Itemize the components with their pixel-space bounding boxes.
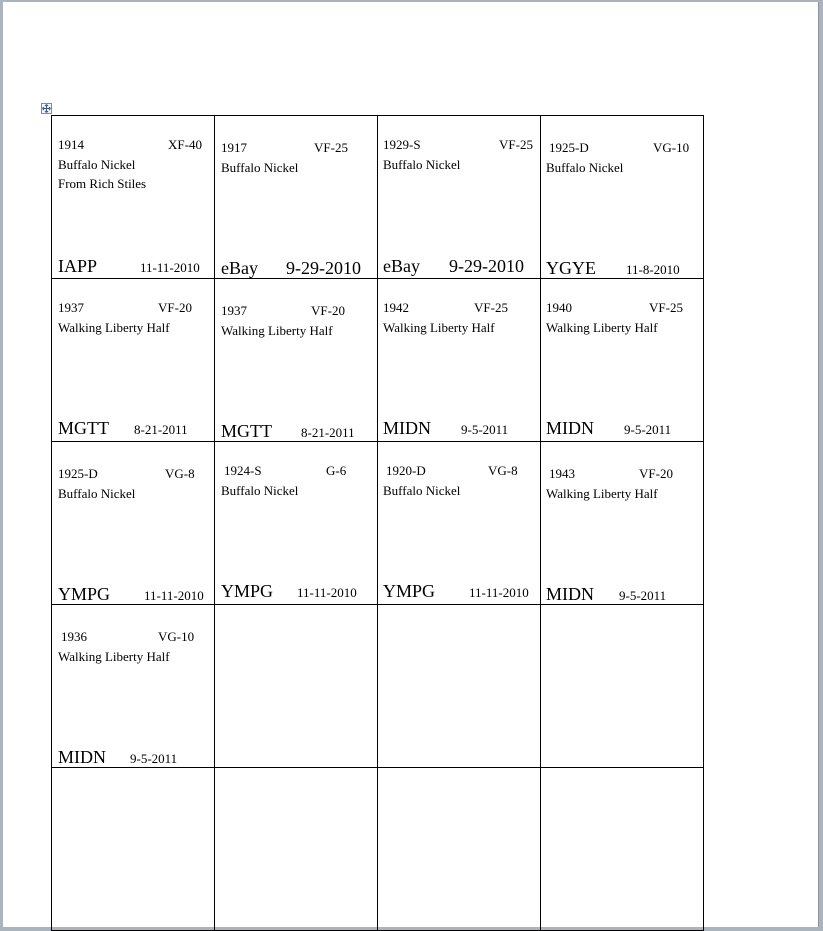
coin-type: Walking Liberty Half [546,486,658,501]
coin-date: 11-11-2010 [297,585,357,600]
coin-label-cell[interactable] [52,116,215,279]
coin-label-cell[interactable] [378,279,541,442]
document-page [3,2,819,927]
coin-type: Walking Liberty Half [546,320,658,335]
table-move-handle-icon[interactable] [41,103,52,114]
coin-date: 9-29-2010 [286,258,361,278]
coin-label-cell[interactable] [541,116,704,279]
coin-type: Walking Liberty Half [58,649,170,664]
coin-date: 11-11-2010 [469,585,529,600]
coin-label-cell[interactable] [52,442,215,605]
coin-type: Walking Liberty Half [221,323,333,338]
coin-grade: VG-10 [158,629,195,644]
empty-label-cell[interactable] [52,768,215,931]
coin-year: 1936 [61,629,87,644]
coin-label-cell[interactable] [378,116,541,279]
coin-year: 1937 [58,300,84,315]
coin-type: Buffalo Nickel [58,157,136,172]
coin-type: Buffalo Nickel [221,160,299,175]
coin-grade: VF-25 [649,300,683,315]
coin-type: Buffalo Nickel [221,483,299,498]
coin-date: 9-5-2011 [461,422,509,437]
coin-year: 1914 [58,137,84,152]
coin-date: 9-5-2011 [130,751,178,766]
coin-date: 11-8-2010 [626,262,680,277]
coin-type: Walking Liberty Half [58,320,170,335]
coin-type: Buffalo Nickel [383,157,461,172]
coin-label-cell[interactable] [215,279,378,442]
coin-year: 1920-D [386,463,426,478]
coin-grade: VG-8 [165,466,195,481]
coin-source: MIDN [58,747,106,767]
empty-label-cell[interactable] [541,768,704,931]
coin-source: IAPP [58,256,98,276]
coin-date: 8-21-2011 [134,422,188,437]
table-row [52,768,704,931]
empty-label-cell[interactable] [215,605,378,768]
table-row [52,116,704,279]
coin-type: Buffalo Nickel [383,483,461,498]
coin-grade: VF-20 [639,466,673,481]
coin-grade: XF-40 [168,137,202,152]
coin-year: 1925-D [549,140,589,155]
coin-grade: VG-8 [488,463,518,478]
coin-label-cell[interactable] [52,279,215,442]
coin-grade: VF-25 [499,137,533,152]
table-row [52,279,704,442]
coin-date: 11-11-2010 [140,260,200,275]
coin-year: 1940 [546,300,572,315]
coin-source: MIDN [546,584,594,604]
coin-source: eBay [383,256,420,276]
coin-grade: VG-10 [653,140,690,155]
coin-grade: VF-20 [311,303,345,318]
coin-source: eBay [221,258,258,278]
coin-grade: VF-25 [314,140,348,155]
coin-label-cell[interactable] [378,442,541,605]
coin-grade: VF-20 [158,300,192,315]
coin-label-table [51,115,704,931]
table-row [52,442,704,605]
coin-date: 9-29-2010 [449,256,524,276]
coin-type: Walking Liberty Half [383,320,495,335]
empty-label-cell[interactable] [215,768,378,931]
coin-note: From Rich Stiles [58,176,147,191]
coin-source: YMPG [58,584,111,604]
coin-label-cell[interactable] [541,442,704,605]
coin-year: 1943 [549,466,575,481]
coin-label-cell[interactable] [215,116,378,279]
coin-year: 1917 [221,140,247,155]
coin-source: YMPG [221,581,274,601]
coin-date: 11-11-2010 [144,588,204,603]
empty-label-cell[interactable] [378,605,541,768]
coin-date: 8-21-2011 [301,425,355,440]
coin-year: 1942 [383,300,409,315]
coin-grade: G-6 [326,463,347,478]
coin-label-cell[interactable] [52,605,215,768]
coin-source: MGTT [221,421,272,441]
coin-source: MIDN [383,418,431,438]
coin-date: 9-5-2011 [619,588,667,603]
coin-source: MIDN [546,418,594,438]
coin-source: MGTT [58,418,109,438]
coin-year: 1924-S [224,463,262,478]
coin-type: Buffalo Nickel [546,160,624,175]
coin-year: 1929-S [383,137,421,152]
coin-year: 1925-D [58,466,98,481]
coin-label-cell[interactable] [541,279,704,442]
coin-grade: VF-25 [474,300,508,315]
coin-type: Buffalo Nickel [58,486,136,501]
coin-source: YMPG [383,581,436,601]
coin-label-cell[interactable] [215,442,378,605]
coin-source: YGYE [546,258,596,278]
empty-label-cell[interactable] [378,768,541,931]
coin-year: 1937 [221,303,247,318]
coin-date: 9-5-2011 [624,422,672,437]
table-row [52,605,704,768]
empty-label-cell[interactable] [541,605,704,768]
